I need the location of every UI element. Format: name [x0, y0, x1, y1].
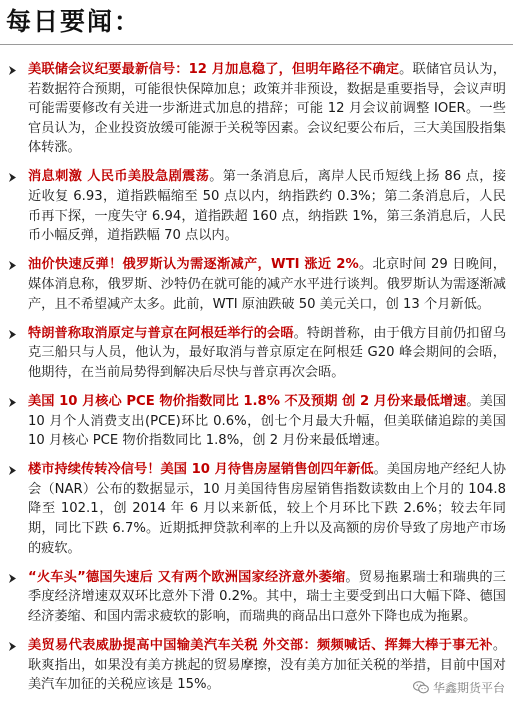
arrow-bullet-icon	[8, 329, 17, 340]
news-headline: 美联储会议纪要最新信号：12 月加息稳了，但明年路径不确定	[28, 62, 400, 77]
news-item	[6, 60, 506, 158]
news-body: 。美国 10 月个人消费支出(PCE)环比 0.6%，创七个月最大升幅，但美联储追踪的美国 10 月核心 PCE 物价指数同比 1.8%，创 2 月份来最低增速。	[28, 393, 507, 449]
arrow-bullet-icon	[8, 573, 17, 584]
title-divider	[0, 44, 513, 45]
news-headline: “火车头”德国失速后 又有两个欧洲国家经济意外萎缩	[28, 569, 346, 585]
arrow-bullet-icon	[8, 260, 17, 271]
arrow-bullet-icon	[8, 641, 17, 652]
news-headline: 特朗普称取消原定与普京在阿根廷举行的会晤	[28, 325, 294, 341]
arrow-bullet-icon	[8, 65, 17, 76]
arrow-bullet-icon	[8, 172, 17, 183]
news-body: 。美国房地产经纪人协会（NAR）公布的数据显示，10 月美国待售房屋销售指数读数由上个月的 104.8 降至 102.1，创 2014 年 6 月以来新低，较上个月环比下跌 2.6%；较去年同期，同比下跌 6.7%。近期抵押贷款利率的上升以及高额的房价导致了房地产市场的疲软。	[28, 462, 506, 556]
news-item	[6, 392, 506, 451]
news-item	[6, 568, 506, 627]
news-body: 。特朗普称，由于俄方目前仍扣留乌克三船只与人员，他认为，最好取消与普京原定在阿根廷 G20 峰会期间的会晤，他期待，在当前局势得到解决后尽快与普京再次会晤。	[28, 325, 507, 380]
news-headline: 美贸易代表威胁提高中国输美汽车关税 外交部：频频喊话、挥舞大棒于事无补	[28, 637, 493, 653]
watermark	[413, 679, 505, 696]
watermark-text: 华鑫期货平台	[432, 681, 505, 695]
news-body: 。第一条消息后，离岸人民币短线上扬 86 点，接近收复 6.93，道指跌幅缩至 50 点以内，纳指跌约 0.3%；第二条消息后，人民币再下探，一度失守 6.94，道指跌超 160 点，纳指跌 1%，第三条消息后，人民币小幅反弹，道指跌幅 70 点以内。	[28, 169, 506, 244]
news-body: 。耿爽指出，如果没有美方挑起的贸易摩擦，没有美方加征关税的举措，目前中国对美汽车加征的关税应该是 15%。	[28, 637, 506, 693]
news-headline: 油价快速反弹！俄罗斯认为需逐渐减产，WTI 涨近 2%	[28, 257, 359, 273]
news-body: 。联储官员认为，若数据符合预期，可能很快保障加息；政策并非预设，数据是重要指导，会议声明可能需要修改有关进一步渐进式加息的措辞；可能 12 月会议前调整 IOER。一些官员认为，企业投资放缓可能源于关税等因素。会议纪要公布后，三大美国股指集体转涨。	[28, 62, 506, 156]
news-list	[6, 60, 506, 704]
news-headline: 楼市持续传转冷信号！美国 10 月待售房屋销售创四年新低	[28, 462, 374, 478]
news-body: 。贸易拖累瑞士和瑞典的三季度经济增速双双环比意外下滑 0.2%。其中，瑞士主要受到出口大幅下降、德国经济萎缩、和国内需求疲软的影响，而瑞典的商品出口意外下降也成为拖累。	[28, 569, 506, 624]
news-item	[6, 167, 506, 245]
news-item	[6, 460, 506, 558]
wechat-icon	[413, 681, 429, 694]
arrow-bullet-icon	[8, 465, 17, 476]
news-body: 。北京时间 29 日晚间，媒体消息称，俄罗斯、沙特仍在就可能的减产水平进行谈判。俄罗斯认为需逐渐减产，且不希望减产太多。此前，WTI 原油跌破 50 美元关口，创 13 个月新低。	[28, 257, 506, 312]
news-item	[6, 324, 506, 383]
news-item	[6, 255, 506, 314]
news-headline: 消息刺激 人民币美股急剧震荡	[28, 169, 210, 185]
arrow-bullet-icon	[8, 397, 17, 408]
page-title: 每日要闻：	[6, 7, 142, 36]
news-headline: 美国 10 月核心 PCE 物价指数同比 1.8% 不及预期 创 2 月份来最低增速	[28, 393, 467, 409]
